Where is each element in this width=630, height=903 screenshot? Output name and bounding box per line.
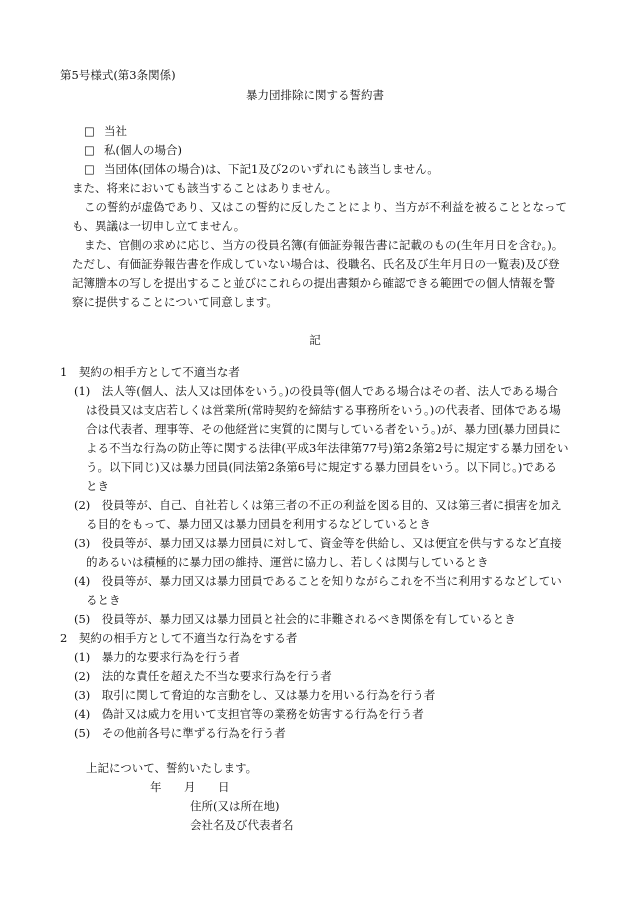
checkbox-item-individual[interactable] xyxy=(84,145,182,157)
section-1-item-1-cont: う。以下同じ)又は暴力団員(同法第2条第6号に規定する暴力団員をいう。以下同じ。)である xyxy=(86,460,557,474)
section-2-item-3: (3) 取引に関して脅迫的な言動をし、又は暴力を用いる行為を行う者 xyxy=(74,688,436,702)
checkbox-item-company[interactable] xyxy=(84,126,127,138)
section-1-item-5: (5) 役員等が、暴力団又は暴力団員と社会的に非難されるべき関係を有しているとき xyxy=(74,612,516,626)
section-1-item-1: (1) 法人等(個人、法人又は団体をいう。)の役員等(個人である場合はその者、法人である場合 xyxy=(74,384,558,398)
closing-statement: 上記について、誓約いたします。 xyxy=(86,761,258,775)
checkbox-box-icon: □ xyxy=(84,162,95,176)
checkbox-item-organization[interactable] xyxy=(84,164,439,176)
checkbox-label: 当社 xyxy=(104,124,127,138)
checkbox-box-icon: □ xyxy=(84,143,95,157)
section-1-heading: 1 契約の相手方として不適当な者 xyxy=(60,365,240,379)
section-1-item-2: (2) 役員等が、自己、自社若しくは第三者の不正の利益を図る目的、又は第三者に損害を加え xyxy=(74,498,562,512)
section-1-item-4: (4) 役員等が、暴力団又は暴力団員であることを知りながらこれを不当に利用するなどしてい xyxy=(74,574,562,588)
date-day-label: 日 xyxy=(218,780,230,794)
body-line: 察に提供することについて同意します。 xyxy=(72,295,278,309)
section-1-item-3-cont: 的あるいは積極的に暴力団の維持、運営に協力し、若しくは関与しているとき xyxy=(86,555,489,569)
form-number: 第5号様式(第3条関係) xyxy=(60,68,176,82)
section-1-item-1-cont: は役員又は支店若しくは営業所(常時契約を締結する事務所をいう。)の代表者、団体である場 xyxy=(86,403,561,417)
body-line: ただし、有価証券報告書を作成していない場合は、役職名、氏名及び生年月日の一覧表)及び登 xyxy=(72,257,560,271)
section-1-item-1-cont: よる不当な行為の防止等に関する法律(平成3年法律第77号)第2条第2号に規定する暴力団をい xyxy=(86,441,569,455)
signature-address-label: 住所(又は所在地) xyxy=(190,799,280,813)
date-year-label: 年 xyxy=(150,780,162,794)
section-2-item-5: (5) その他前各号に準ずる行為を行う者 xyxy=(74,726,286,740)
checkbox-label: 私(個人の場合) xyxy=(104,143,182,157)
section-1-item-3: (3) 役員等が、暴力団又は暴力団員に対して、資金等を供給し、又は便宜を供与するなど直接 xyxy=(74,536,562,550)
body-line: また、将来においても該当することはありません。 xyxy=(72,181,338,195)
date-line xyxy=(150,782,230,794)
section-2-item-1: (1) 暴力的な要求行為を行う者 xyxy=(74,650,240,664)
checkbox-box-icon: □ xyxy=(84,124,95,138)
document-title: 暴力団排除に関する誓約書 xyxy=(246,88,384,102)
body-line: この誓約が虚偽であり、又はこの誓約に反したことにより、当方が不利益を被ることとなって xyxy=(84,200,567,214)
section-1-item-1-cont: とき xyxy=(86,479,109,493)
section-1-item-2-cont: る目的をもって、暴力団又は暴力団員を利用するなどしているとき xyxy=(86,517,431,531)
date-month-label: 月 xyxy=(184,780,196,794)
body-line: また、官側の求めに応じ、当方の役員名簿(有価証券報告書に記載のもの(生年月日を含む。)。 xyxy=(84,238,564,252)
section-1-item-1-cont: 合は代表者、理事等、その他経営に実質的に関与している者をいう。)が、暴力団(暴力団員に xyxy=(86,422,561,436)
body-line: 記簿謄本の写しを提出すること並びにこれらの提出書類から確認できる範囲での個人情報を警 xyxy=(72,276,555,290)
ki-heading: 記 xyxy=(309,333,321,347)
section-2-heading: 2 契約の相手方として不適当な行為をする者 xyxy=(60,631,298,645)
section-1-item-4-cont: るとき xyxy=(86,593,121,607)
signature-company-label: 会社名及び代表者名 xyxy=(190,818,294,832)
section-2-item-2: (2) 法的な責任を超えた不当な要求行為を行う者 xyxy=(74,669,332,683)
section-2-item-4: (4) 偽計又は威力を用いて支担官等の業務を妨害する行為を行う者 xyxy=(74,707,424,721)
body-line: も、異議は一切申し立てません。 xyxy=(72,219,246,233)
checkbox-label: 当団体(団体の場合)は、下記1及び2のいずれにも該当しません。 xyxy=(104,162,439,176)
